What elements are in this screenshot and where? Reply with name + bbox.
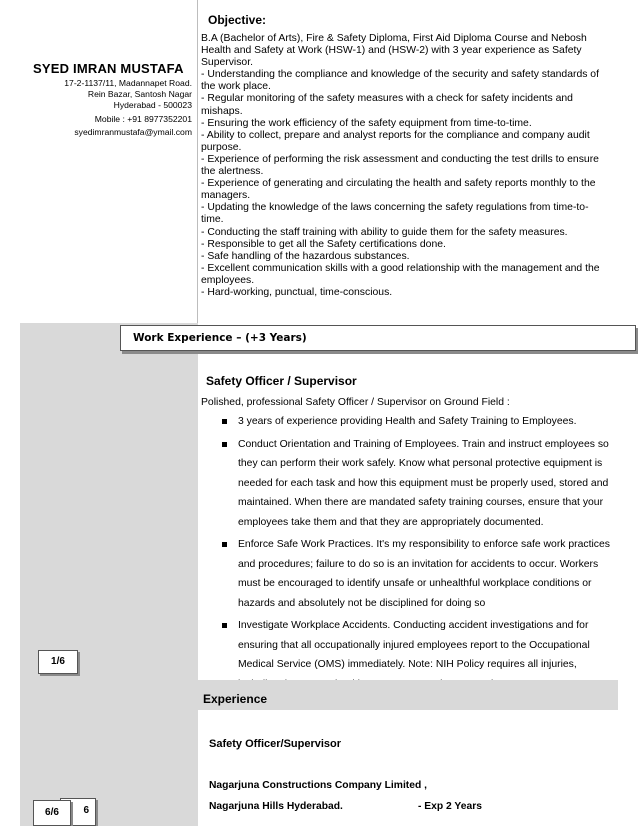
objective-line: - Experience of generating and circulating the health and safety reports monthly to the managers. [201,178,596,202]
list-item [222,535,617,613]
experience-duration: - Exp 2 Years [418,801,482,812]
email-address[interactable]: syedimranmustafa@ymail.com [74,127,192,137]
work-experience-heading: Work Experience – (+3 Years) [133,332,307,344]
page-number: 6 [83,805,89,816]
work-experience-heading-box [120,325,636,351]
objective-line: - Understanding the compliance and knowledge of the security and safety standards of the work place. [201,69,599,93]
objective-line: B.A (Bachelor of Arts), Fire & Safety Diploma, First Aid Diploma Course and Nebosh Health and Safety at Work (HSW-1) and (HSW-2) with 3 year experience as Safety Supervisor. [201,33,587,69]
candidate-name: SYED IMRAN MUSTAFA [33,61,184,76]
page-number-box-top [38,650,78,674]
objective-line: - Experience of performing the risk assessment and conducting the test drills to ensure the alertness. [201,153,599,178]
bullet-square-icon [222,419,227,424]
bullet-square-icon [222,442,227,447]
objective-title: Objective: [208,13,267,27]
objective-line: - Conducting the staff training with ability to guide them for the safety measures. [201,226,568,238]
page-number: 6/6 [45,807,59,818]
bullet-square-icon [222,542,227,547]
page-number-box-bottom [33,800,71,826]
column-divider [197,0,198,323]
company-location: Nagarjuna Hills Hyderabad. [209,801,343,812]
list-item [222,435,617,533]
responsibility-list [222,412,617,697]
experience-job-title: Safety Officer/Supervisor [209,738,342,750]
objective-line: - Safe handling of the hazardous substances. [201,250,410,262]
job-intro: Polished, professional Safety Officer / Supervisor on Ground Field : [201,397,510,408]
objective-line: - Responsible to get all the Safety certifications done. [201,238,446,250]
page-number: 1/6 [51,656,65,667]
address-line: Hyderabad - 500023 [113,100,192,110]
company-name: Nagarjuna Constructions Company Limited , [209,780,427,791]
bullet-text: Enforce Safe Work Practices. It's my responsibility to enforce safe work practices and procedures; failure to do so is an invitation for accidents to occur. Workers must be encouraged to identify unsafe or unhealthful workplace conditions or hazards and absolutely not be disciplined for doing so [238,539,610,609]
objective-line: - Hard-working, punctual, time-conscious. [201,286,393,298]
list-item [222,412,617,432]
address-line: Rein Bazar, Santosh Nagar [87,89,192,99]
objective-line: - Regular monitoring of the safety measures with a check for safety incidents and mishaps. [201,93,573,117]
job-title: Safety Officer / Supervisor [206,374,357,388]
bullet-square-icon [222,623,227,628]
objective-line: - Ensuring the work efficiency of the safety equipment from time-to-time. [201,117,532,129]
address-line: 17-2-1137/11, Madannapet Road. [64,78,192,88]
objective-line: - Ability to collect, prepare and analyst reports for the compliance and company audit purpose. [201,129,590,153]
bullet-text: Investigate Workplace Accidents. Conducting accident investigations and for ensuring that all occupationally injured employees report to the Occupational Medical Service (OMS) immediately. Note: NIH Policy requires all injuries, [238,620,590,670]
objective-line: - Updating the knowledge of the laws concerning the safety regulations from time-to-time. [201,202,589,226]
sidebar-contact-panel [20,0,198,323]
address-block [64,78,192,111]
bullet-text: Conduct Orientation and Training of Employees. Train and instruct employees so they can perform their work safely. Know what personal protective equipment is needed for each task and how this equipment must be properly used, stored and maintained. When there are mandated safety training courses, ensure that your employees take them and that they are appropriately documented. [238,438,609,528]
objective-line: - Excellent communication skills with a good relationship with the management and the employees. [201,262,600,286]
mobile-number: Mobile : +91 8977352201 [94,114,192,124]
objective-text [201,33,611,299]
experience-heading: Experience [203,692,268,706]
bullet-text: 3 years of experience providing Health and Safety Training to Employees. [238,416,577,427]
